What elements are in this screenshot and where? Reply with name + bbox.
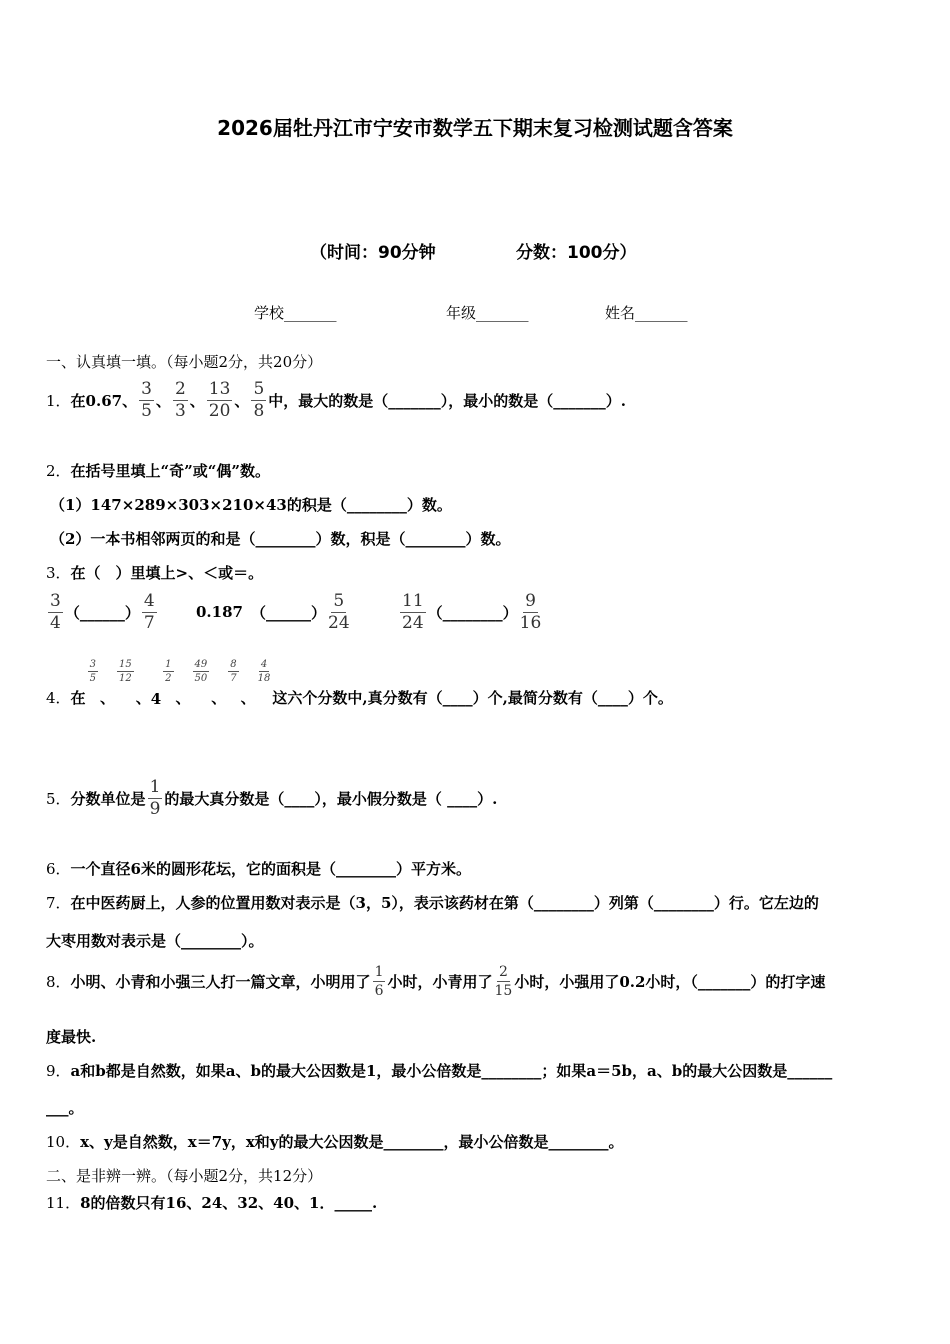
fraction: $\frac{1}{2}$: [165, 659, 172, 684]
score-label: 分数：100分）: [516, 243, 637, 263]
question-9-line-2: ___。: [46, 1099, 84, 1117]
fraction: $\frac{1}{6}$: [374, 963, 384, 999]
separator: 、: [234, 391, 250, 410]
fraction: $\frac{5}{8}$: [253, 378, 265, 421]
fraction: $\frac{3}{5}$: [141, 378, 152, 421]
q1-suffix: 中，最大的数是（_______），最小的数是（_______）.: [268, 391, 626, 410]
separator: 、: [155, 391, 171, 410]
fraction: $\frac{13}{20}$: [208, 378, 231, 421]
question-7: 7．在中医药厨上，人参的位置用数对表示是（3，5），表示该药材在第（________）列第（________）行。它左边的: [46, 894, 819, 912]
question-3-comparison-a: $\frac{3}{4}$ （______） $\frac{4}{7}$: [50, 590, 155, 633]
question-3-comparison-b: 0.187 （______） $\frac{5}{24}$: [196, 590, 350, 633]
section-1-heading: 一、认真填一填。（每小题2分，共20分）: [46, 353, 323, 371]
question-number: 1．: [46, 391, 71, 410]
question-7-line-2: 大枣用数对表示是（________）。: [46, 932, 264, 950]
question-4: 4． 在 $\frac{3}{5}$ 、 $\frac{15}{12}$ 、 4 $\frac{1}{2}$ 、 $\frac{49}{50}$ 、 $\frac{8}{7}$ 、 $\frac{4}{18}$ 这六个分数中,真分数有（____）个,最简分数有（____）个。: [46, 659, 673, 708]
question-9: 9．a和b都是自然数，如果a、b的最大公因数是1，最小公倍数是________；如果a＝5b，a、b的最大公因数是______: [46, 1062, 833, 1080]
fraction: $\frac{4}{18}$: [257, 659, 271, 684]
fraction: $\frac{2}{3}$: [174, 378, 186, 421]
q1-prefix: 在0.67、: [70, 391, 138, 410]
fraction: $\frac{3}{4}$: [50, 590, 61, 633]
fraction: $\frac{15}{12}$: [118, 659, 132, 684]
question-1: [46, 376, 626, 424]
document-title: 2026届牡丹江市宁安市数学五下期末复习检测试题含答案: [217, 116, 733, 140]
separator: 、: [189, 391, 205, 410]
question-10: 10．x、y是自然数，x＝7y，x和y的最大公因数是________，最小公倍数是________。: [46, 1133, 624, 1151]
fraction: $\frac{11}{24}$: [402, 590, 424, 633]
school-field: 学校_______: [254, 304, 337, 322]
question-5: 5． 分数单位是 $\frac{1}{9}$ 的最大真分数是（____），最小假分数是（ ____）.: [46, 776, 498, 819]
fraction: $\frac{5}{24}$: [328, 590, 350, 633]
question-6: 6．一个直径6米的圆形花坛，它的面积是（________）平方米。: [46, 860, 471, 878]
question-3-comparison-c: $\frac{11}{24}$ （________） $\frac{9}{16}$: [402, 590, 542, 633]
question-8: 8． 小明、小青和小强三人打一篇文章，小明用了 $\frac{1}{6}$ 小时，小青用了 $\frac{2}{15}$ 小时，小强用了0.2小时，（_______）的打字速: [46, 963, 826, 999]
fraction: $\frac{4}{7}$: [143, 590, 155, 633]
fraction: $\frac{3}{5}$: [89, 659, 96, 684]
fraction: $\frac{1}{9}$: [149, 776, 161, 819]
fraction: $\frac{8}{7}$: [230, 659, 237, 684]
section-2-heading: 二、是非辨一辨。（每小题2分，共12分）: [46, 1167, 323, 1185]
question-2-part-1: （1）147×289×303×210×43的积是（________）数。: [50, 496, 452, 514]
question-11: 11．8的倍数只有16、24、32、40、1．_____.: [46, 1194, 378, 1212]
question-8-line-2: 度最快.: [46, 1028, 97, 1046]
question-2: 2．在括号里填上“奇”或“偶”数。: [46, 462, 271, 480]
question-2-part-2: （2）一本书相邻两页的和是（________）数，积是（________）数。: [50, 530, 511, 548]
fraction: $\frac{2}{15}$: [494, 963, 513, 999]
fraction: $\frac{9}{16}$: [519, 590, 542, 633]
time-label: （时间：90分钟: [310, 243, 436, 263]
grade-field: 年级_______: [446, 304, 529, 322]
question-3: 3．在（ ）里填上>、＜或＝。: [46, 564, 264, 582]
fraction: $\frac{49}{50}$: [194, 659, 208, 684]
name-field: 姓名_______: [605, 304, 688, 322]
